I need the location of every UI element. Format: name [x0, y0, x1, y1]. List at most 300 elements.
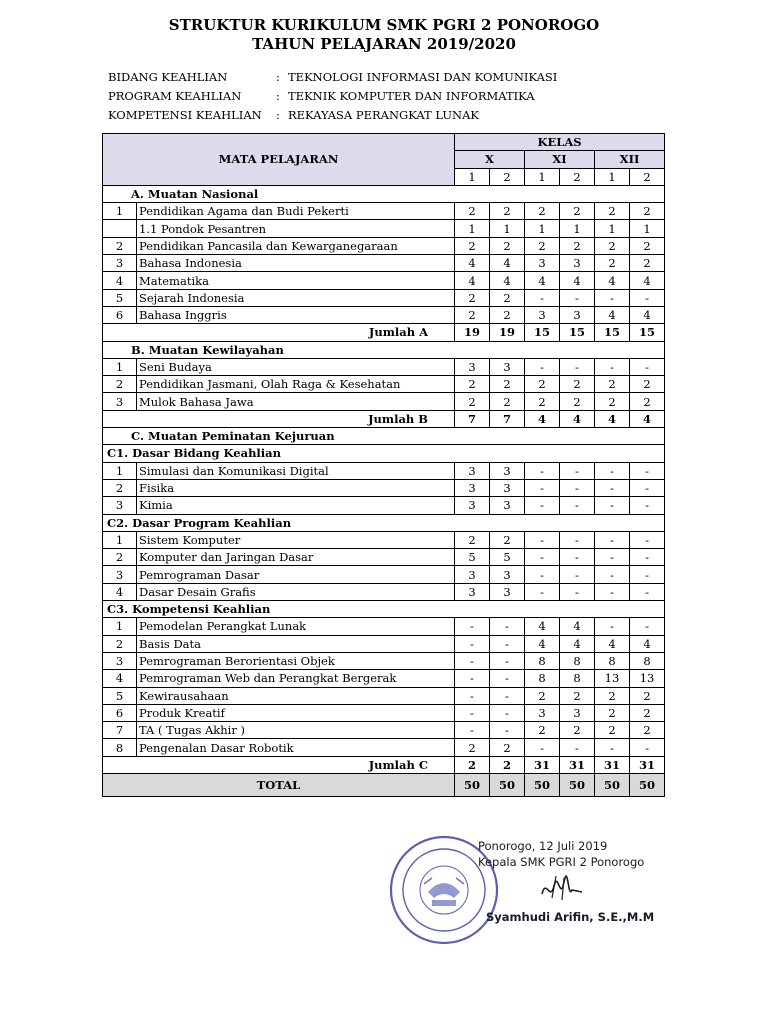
hours-value: 1 — [630, 220, 665, 237]
table-row — [103, 306, 665, 323]
hours-value: - — [490, 635, 525, 652]
hours-value: - — [560, 739, 595, 756]
section-heading: C1. Dasar Bidang Keahlian — [103, 445, 665, 462]
row-number: 3 — [103, 652, 137, 669]
table-row — [103, 462, 665, 479]
section-heading: C3. Kompetensi Keahlian — [103, 601, 665, 618]
row-number: 2 — [103, 549, 137, 566]
hours-value: - — [490, 687, 525, 704]
total-value: 50 — [595, 773, 630, 796]
table-row — [103, 687, 665, 704]
subject-name: Pemrograman Dasar — [137, 566, 455, 583]
table-row — [103, 739, 665, 756]
subtotal-row — [103, 410, 665, 427]
hours-value: 4 — [490, 272, 525, 289]
section-row — [103, 445, 665, 462]
hours-value: 2 — [630, 255, 665, 272]
info-value: TEKNIK KOMPUTER DAN INFORMATIKA — [288, 89, 535, 103]
hours-value: 2 — [595, 255, 630, 272]
info-value: REKAYASA PERANGKAT LUNAK — [288, 108, 479, 122]
hours-value: - — [630, 462, 665, 479]
row-number: 4 — [103, 583, 137, 600]
row-number: 4 — [103, 272, 137, 289]
hours-value: - — [595, 583, 630, 600]
hours-value: - — [630, 549, 665, 566]
total-row — [103, 773, 665, 796]
hours-value: 3 — [455, 358, 490, 375]
semester-header: 2 — [630, 168, 665, 185]
row-number: 8 — [103, 739, 137, 756]
hours-value: - — [560, 358, 595, 375]
grade-header: XII — [595, 151, 665, 168]
hours-value: - — [595, 289, 630, 306]
subtotal-row — [103, 756, 665, 773]
program-info — [108, 68, 557, 125]
table-row — [103, 497, 665, 514]
info-label: KOMPETENSI KEAHLIAN — [108, 108, 262, 122]
info-separator: : — [276, 89, 280, 103]
hours-value: 4 — [595, 635, 630, 652]
subject-name: Pendidikan Jasmani, Olah Raga & Kesehatan — [137, 376, 455, 393]
hours-value: 2 — [595, 687, 630, 704]
table-row — [103, 566, 665, 583]
hours-value: 5 — [455, 549, 490, 566]
table-row — [103, 722, 665, 739]
hours-value: 2 — [525, 203, 560, 220]
subject-name: Simulasi dan Komunikasi Digital — [137, 462, 455, 479]
hours-value: 5 — [490, 549, 525, 566]
table-row — [103, 531, 665, 548]
hours-value: 4 — [560, 618, 595, 635]
hours-value: - — [525, 531, 560, 548]
total-value: 50 — [560, 773, 595, 796]
hours-value: 2 — [595, 203, 630, 220]
subject-name: Fisika — [137, 479, 455, 496]
table-body — [103, 185, 665, 796]
subject-name: Pengenalan Dasar Robotik — [137, 739, 455, 756]
hours-value: - — [595, 479, 630, 496]
table-row — [103, 376, 665, 393]
hours-value: 8 — [595, 652, 630, 669]
total-value: 50 — [455, 773, 490, 796]
info-value: TEKNOLOGI INFORMASI DAN KOMUNIKASI — [288, 70, 558, 84]
hours-value: 2 — [630, 687, 665, 704]
hours-value: 2 — [455, 531, 490, 548]
hours-value: 2 — [630, 203, 665, 220]
row-number: 3 — [103, 393, 137, 410]
hours-value: 3 — [525, 306, 560, 323]
section-heading: A. Muatan Nasional — [103, 185, 665, 202]
hours-value: - — [525, 549, 560, 566]
subject-header: MATA PELAJARAN — [103, 134, 455, 186]
subject-name: Sejarah Indonesia — [137, 289, 455, 306]
subject-name: Matematika — [137, 272, 455, 289]
info-row — [108, 68, 557, 87]
hours-value: 3 — [455, 566, 490, 583]
hours-value: - — [560, 462, 595, 479]
hours-value: - — [560, 566, 595, 583]
subtotal-value: 4 — [525, 410, 560, 427]
subject-name: Pemrograman Berorientasi Objek — [137, 652, 455, 669]
hours-value: - — [595, 549, 630, 566]
hours-value: 2 — [490, 739, 525, 756]
subtotal-value: 31 — [560, 756, 595, 773]
hours-value: 4 — [630, 272, 665, 289]
signature-name: Syamhudi Arifin, S.E.,M.M — [486, 910, 655, 924]
hours-value: 8 — [560, 652, 595, 669]
hours-value: - — [630, 566, 665, 583]
section-heading: C2. Dasar Program Keahlian — [103, 514, 665, 531]
row-number: 1 — [103, 358, 137, 375]
hours-value: 8 — [525, 652, 560, 669]
hours-value: 2 — [560, 203, 595, 220]
info-row — [108, 106, 557, 125]
row-number: 2 — [103, 479, 137, 496]
table-row — [103, 272, 665, 289]
row-number: 6 — [103, 704, 137, 721]
hours-value: - — [455, 704, 490, 721]
kelas-header: KELAS — [455, 134, 665, 151]
hours-value: 1 — [595, 220, 630, 237]
hours-value: 2 — [595, 722, 630, 739]
row-number: 4 — [103, 670, 137, 687]
hours-value: 3 — [455, 462, 490, 479]
hours-value: - — [560, 479, 595, 496]
hours-value: 2 — [595, 237, 630, 254]
hours-value: 2 — [525, 722, 560, 739]
section-heading: C. Muatan Peminatan Kejuruan — [103, 428, 665, 445]
hours-value: 2 — [455, 393, 490, 410]
table-row — [103, 704, 665, 721]
total-value: 50 — [490, 773, 525, 796]
hours-value: 4 — [525, 618, 560, 635]
hours-value: - — [595, 566, 630, 583]
hours-value: 1 — [490, 220, 525, 237]
row-number: 2 — [103, 237, 137, 254]
row-number: 1 — [103, 203, 137, 220]
section-row — [103, 185, 665, 202]
hours-value: - — [595, 618, 630, 635]
hours-value: - — [630, 497, 665, 514]
row-number: 1 — [103, 531, 137, 548]
hours-value: - — [490, 704, 525, 721]
hours-value: 8 — [560, 670, 595, 687]
subject-name: Sistem Komputer — [137, 531, 455, 548]
subtotal-value: 19 — [490, 324, 525, 341]
hours-value: 4 — [490, 255, 525, 272]
row-number: 1 — [103, 462, 137, 479]
hours-value: 2 — [595, 704, 630, 721]
document-subtitle: TAHUN PELAJARAN 2019/2020 — [252, 35, 516, 53]
signature-block — [388, 832, 658, 942]
hours-value: - — [525, 583, 560, 600]
grade-header: X — [455, 151, 525, 168]
hours-value: 4 — [560, 272, 595, 289]
subtotal-value: 4 — [630, 410, 665, 427]
subtotal-value: 4 — [560, 410, 595, 427]
hours-value: - — [525, 358, 560, 375]
hours-value: - — [595, 497, 630, 514]
hours-value: 4 — [560, 635, 595, 652]
hours-value: 2 — [490, 306, 525, 323]
subject-name: Dasar Desain Grafis — [137, 583, 455, 600]
hours-value: 3 — [560, 306, 595, 323]
hours-value: - — [455, 652, 490, 669]
hours-value: - — [490, 670, 525, 687]
subtotal-label: Jumlah B — [103, 410, 455, 427]
hours-value: 1 — [560, 220, 595, 237]
hours-value: 4 — [595, 272, 630, 289]
hours-value: 2 — [525, 687, 560, 704]
grade-header: XI — [525, 151, 595, 168]
hours-value: 2 — [490, 203, 525, 220]
subtotal-value: 15 — [595, 324, 630, 341]
hours-value: 13 — [595, 670, 630, 687]
total-value: 50 — [630, 773, 665, 796]
hours-value: 3 — [560, 704, 595, 721]
signature-text — [478, 838, 644, 870]
info-row — [108, 87, 557, 106]
hours-value: - — [525, 289, 560, 306]
hours-value: 2 — [490, 393, 525, 410]
document-title: STRUKTUR KURIKULUM SMK PGRI 2 PONOROGO — [168, 16, 600, 34]
hours-value: 2 — [560, 376, 595, 393]
hours-value: 2 — [455, 739, 490, 756]
hours-value: 2 — [630, 393, 665, 410]
hours-value: 4 — [630, 306, 665, 323]
info-separator: : — [276, 70, 280, 84]
hours-value: - — [560, 549, 595, 566]
hours-value: - — [630, 583, 665, 600]
subtotal-value: 15 — [630, 324, 665, 341]
section-row — [103, 514, 665, 531]
hours-value: 3 — [490, 497, 525, 514]
hours-value: 2 — [560, 687, 595, 704]
subject-name: Pemrograman Web dan Perangkat Bergerak — [137, 670, 455, 687]
subject-name: Mulok Bahasa Jawa — [137, 393, 455, 410]
row-number — [103, 220, 137, 237]
signature-position: Kepala SMK PGRI 2 Ponorogo — [478, 855, 645, 869]
hours-value: - — [630, 289, 665, 306]
hours-value: 2 — [455, 203, 490, 220]
hours-value: - — [595, 358, 630, 375]
hours-value: 2 — [560, 722, 595, 739]
hours-value: 3 — [490, 462, 525, 479]
subject-name: Kimia — [137, 497, 455, 514]
hours-value: - — [525, 739, 560, 756]
semester-header: 2 — [490, 168, 525, 185]
table-row — [103, 652, 665, 669]
info-label: PROGRAM KEAHLIAN — [108, 89, 242, 103]
signature-place-date: Ponorogo, 12 Juli 2019 — [478, 839, 608, 853]
subtotal-value: 7 — [455, 410, 490, 427]
hours-value: 3 — [490, 583, 525, 600]
table-row — [103, 237, 665, 254]
hours-value: - — [525, 479, 560, 496]
section-heading: B. Muatan Kewilayahan — [103, 341, 665, 358]
hours-value: 3 — [455, 497, 490, 514]
subtotal-value: 31 — [525, 756, 560, 773]
hours-value: 2 — [560, 393, 595, 410]
hours-value: 2 — [455, 306, 490, 323]
hours-value: 4 — [455, 272, 490, 289]
subtotal-value: 31 — [630, 756, 665, 773]
hours-value: 2 — [490, 289, 525, 306]
hours-value: 2 — [630, 722, 665, 739]
hours-value: - — [525, 566, 560, 583]
signature-scribble-icon — [538, 872, 588, 908]
hours-value: 1 — [455, 220, 490, 237]
table-row — [103, 635, 665, 652]
semester-header: 1 — [455, 168, 490, 185]
table-row — [103, 393, 665, 410]
subject-name: Seni Budaya — [137, 358, 455, 375]
subject-name: Pendidikan Agama dan Budi Pekerti — [137, 203, 455, 220]
hours-value: 3 — [490, 358, 525, 375]
row-number: 2 — [103, 376, 137, 393]
info-label: BIDANG KEAHLIAN — [108, 70, 228, 84]
hours-value: - — [630, 479, 665, 496]
hours-value: 4 — [630, 635, 665, 652]
table-row — [103, 549, 665, 566]
hours-value: - — [560, 531, 595, 548]
hours-value: - — [595, 739, 630, 756]
row-number: 3 — [103, 497, 137, 514]
semester-header: 1 — [595, 168, 630, 185]
hours-value: 2 — [490, 237, 525, 254]
hours-value: - — [630, 618, 665, 635]
hours-value: 2 — [490, 376, 525, 393]
table-row — [103, 203, 665, 220]
hours-value: - — [525, 497, 560, 514]
table-row — [103, 479, 665, 496]
hours-value: 13 — [630, 670, 665, 687]
subject-name: Produk Kreatif — [137, 704, 455, 721]
subject-name: Bahasa Indonesia — [137, 255, 455, 272]
hours-value: 3 — [525, 255, 560, 272]
hours-value: 4 — [525, 635, 560, 652]
subject-name: Kewirausahaan — [137, 687, 455, 704]
table-row — [103, 583, 665, 600]
subject-name: 1.1 Pondok Pesantren — [137, 220, 455, 237]
table-row — [103, 358, 665, 375]
row-number: 3 — [103, 255, 137, 272]
hours-value: - — [455, 687, 490, 704]
section-row — [103, 601, 665, 618]
subject-name: Basis Data — [137, 635, 455, 652]
hours-value: 4 — [525, 272, 560, 289]
hours-value: 3 — [490, 479, 525, 496]
subtotal-value: 2 — [490, 756, 525, 773]
hours-value: 2 — [630, 704, 665, 721]
semester-header: 2 — [560, 168, 595, 185]
hours-value: - — [630, 739, 665, 756]
hours-value: 2 — [525, 237, 560, 254]
hours-value: 8 — [525, 670, 560, 687]
hours-value: 4 — [595, 306, 630, 323]
hours-value: - — [560, 497, 595, 514]
subject-name: Pemodelan Perangkat Lunak — [137, 618, 455, 635]
subtotal-value: 4 — [595, 410, 630, 427]
row-number: 3 — [103, 566, 137, 583]
subtotal-value: 15 — [560, 324, 595, 341]
hours-value: 2 — [525, 393, 560, 410]
hours-value: 3 — [490, 566, 525, 583]
hours-value: - — [490, 618, 525, 635]
subject-name: TA ( Tugas Akhir ) — [137, 722, 455, 739]
section-row — [103, 341, 665, 358]
subject-name: Bahasa Inggris — [137, 306, 455, 323]
hours-value: 3 — [455, 479, 490, 496]
hours-value: - — [490, 652, 525, 669]
hours-value: - — [560, 583, 595, 600]
row-number: 6 — [103, 306, 137, 323]
hours-value: - — [455, 635, 490, 652]
table-row — [103, 255, 665, 272]
table-row — [103, 220, 665, 237]
curriculum-table — [102, 133, 665, 797]
subtotal-value: 2 — [455, 756, 490, 773]
hours-value: 2 — [490, 531, 525, 548]
hours-value: 3 — [525, 704, 560, 721]
subject-name: Pendidikan Pancasila dan Kewarganegaraan — [137, 237, 455, 254]
table-row — [103, 618, 665, 635]
hours-value: 2 — [525, 376, 560, 393]
semester-header: 1 — [525, 168, 560, 185]
hours-value: - — [595, 462, 630, 479]
hours-value: 2 — [455, 289, 490, 306]
hours-value: 2 — [560, 237, 595, 254]
row-number: 1 — [103, 618, 137, 635]
hours-value: - — [455, 618, 490, 635]
subtotal-value: 31 — [595, 756, 630, 773]
subject-name: Komputer dan Jaringan Dasar — [137, 549, 455, 566]
subtotal-label: Jumlah A — [103, 324, 455, 341]
subtotal-label: Jumlah C — [103, 756, 455, 773]
hours-value: - — [630, 358, 665, 375]
hours-value: - — [455, 670, 490, 687]
table-row — [103, 289, 665, 306]
subtotal-value: 15 — [525, 324, 560, 341]
hours-value: 4 — [455, 255, 490, 272]
hours-value: 2 — [630, 237, 665, 254]
hours-value: - — [455, 722, 490, 739]
hours-value: 2 — [630, 376, 665, 393]
hours-value: 2 — [455, 376, 490, 393]
subtotal-value: 7 — [490, 410, 525, 427]
hours-value: 3 — [560, 255, 595, 272]
hours-value: - — [595, 531, 630, 548]
hours-value: - — [525, 462, 560, 479]
hours-value: 8 — [630, 652, 665, 669]
info-separator: : — [276, 108, 280, 122]
subtotal-value: 19 — [455, 324, 490, 341]
row-number: 5 — [103, 687, 137, 704]
row-number: 5 — [103, 289, 137, 306]
hours-value: 3 — [455, 583, 490, 600]
hours-value: 1 — [525, 220, 560, 237]
section-row — [103, 428, 665, 445]
hours-value: - — [490, 722, 525, 739]
hours-value: - — [560, 289, 595, 306]
subtotal-row — [103, 324, 665, 341]
hours-value: 2 — [595, 393, 630, 410]
hours-value: 2 — [455, 237, 490, 254]
hours-value: - — [630, 531, 665, 548]
hours-value: 2 — [595, 376, 630, 393]
total-label: TOTAL — [103, 773, 455, 796]
table-row — [103, 670, 665, 687]
